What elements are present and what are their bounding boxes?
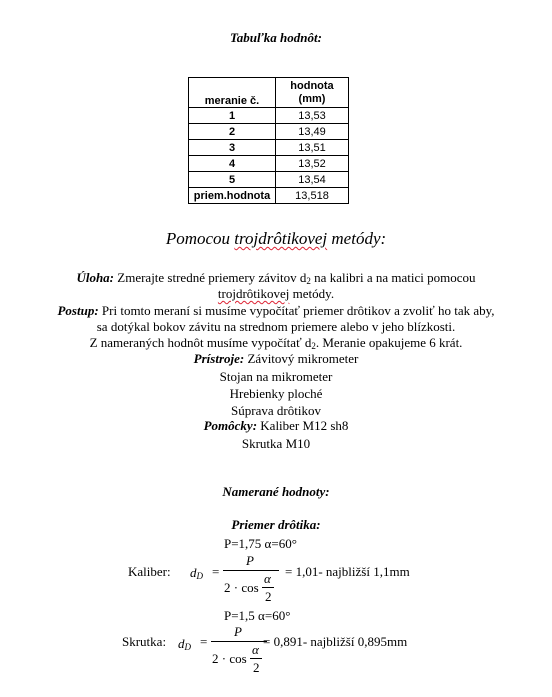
screw-equals: = bbox=[200, 634, 208, 649]
caliber-inner-bar bbox=[262, 587, 274, 588]
table-row bbox=[189, 172, 349, 188]
row-key: 4 bbox=[189, 156, 276, 172]
row-key: 5 bbox=[189, 172, 276, 188]
screw-denominator: 2 · cos bbox=[212, 651, 247, 666]
table-row bbox=[189, 156, 349, 172]
row-value: 13,49 bbox=[276, 124, 349, 140]
method-title-suffix: metódy: bbox=[327, 229, 387, 248]
row-value: 13,52 bbox=[276, 156, 349, 172]
caliber-lhs bbox=[190, 565, 203, 581]
method-title-prefix: Pomocou bbox=[165, 229, 235, 248]
caliber-denominator: 2 · cos bbox=[224, 580, 259, 595]
procedure-label: Postup: bbox=[57, 303, 99, 318]
instrument-item: Stojan na mikrometer bbox=[219, 369, 333, 384]
caliber-two: 2 bbox=[265, 589, 272, 604]
row-key: priem.hodnota bbox=[189, 188, 276, 204]
instrument-item: Závitový mikrometer bbox=[244, 351, 359, 366]
procedure-text3-end: . Meranie opakujeme 6 krát. bbox=[315, 335, 463, 350]
screw-params: P=1,5 α=60° bbox=[224, 608, 291, 623]
instrument-item: Súprava drôtikov bbox=[231, 403, 321, 418]
measured-title: Namerané hodnoty: bbox=[222, 484, 330, 499]
aid-item: Skrutka M10 bbox=[241, 436, 311, 451]
table-header-row bbox=[189, 78, 349, 108]
caliber-lhs-sub: D bbox=[196, 571, 203, 581]
task-subscript: 2 bbox=[306, 276, 311, 286]
caliber-numerator: P bbox=[246, 553, 254, 568]
caliber-lhs-d: d bbox=[190, 565, 197, 580]
method-title bbox=[0, 229, 552, 249]
task-text-end: metódy. bbox=[289, 286, 335, 301]
header-value-line2: (mm) bbox=[298, 93, 326, 105]
screw-result: = 0,891- najbližší 0,895mm bbox=[263, 634, 408, 649]
instruments-label: Prístroje: bbox=[193, 351, 245, 366]
row-value: 13,53 bbox=[276, 108, 349, 124]
row-key: 2 bbox=[189, 124, 276, 140]
screw-lhs bbox=[178, 636, 191, 652]
header-value bbox=[276, 78, 349, 108]
table-title: Tabuľka hodnôt: bbox=[230, 30, 322, 45]
screw-two: 2 bbox=[253, 660, 260, 675]
screw-lhs-sub: D bbox=[184, 642, 191, 652]
instrument-item: Hrebienky ploché bbox=[229, 386, 323, 401]
procedure-subscript: 2 bbox=[311, 341, 316, 351]
caliber-params: P=1,75 α=60° bbox=[224, 536, 297, 551]
row-value: 13,51 bbox=[276, 140, 349, 156]
caliber-equals: = bbox=[212, 564, 220, 579]
row-value: 13,518 bbox=[276, 188, 349, 204]
caliber-alpha: α bbox=[264, 571, 271, 586]
row-value: 13,54 bbox=[276, 172, 349, 188]
row-key: 1 bbox=[189, 108, 276, 124]
procedure-text3: Z nameraných hodnôt musíme vypočítať d bbox=[89, 335, 312, 350]
procedure-line1 bbox=[0, 303, 552, 319]
task-text-cont: na kalibri a na matici pomocou bbox=[310, 270, 476, 285]
screw-alpha: α bbox=[252, 642, 259, 657]
instruments-line1 bbox=[0, 351, 552, 367]
table-row bbox=[189, 140, 349, 156]
screw-label: Skrutka: bbox=[122, 634, 167, 649]
task-line2 bbox=[0, 286, 552, 302]
wire-diameter-title: Priemer drôtika: bbox=[231, 517, 321, 532]
aid-item: Kaliber M12 sh8 bbox=[257, 418, 349, 433]
row-key: 3 bbox=[189, 140, 276, 156]
screw-inner-bar bbox=[250, 658, 262, 659]
task-text: Zmerajte stredné priemery závitov d bbox=[114, 270, 307, 285]
method-title-word: trojdrôtikovej bbox=[234, 229, 328, 248]
screw-lhs-d: d bbox=[178, 636, 185, 651]
aids-label: Pomôcky: bbox=[203, 418, 258, 433]
header-value-line1: hodnota bbox=[290, 80, 334, 92]
procedure-line2: sa dotýkal bokov závitu na strednom priemere alebo v jeho blízkosti. bbox=[96, 319, 456, 334]
caliber-label: Kaliber: bbox=[128, 564, 171, 579]
screw-numerator: P bbox=[234, 624, 242, 639]
aids-line1 bbox=[0, 418, 552, 434]
header-measurement-no: meranie č. bbox=[189, 78, 276, 108]
task-text-word: trojdrôtikovej bbox=[217, 286, 290, 301]
table-row bbox=[189, 124, 349, 140]
task-label: Úloha: bbox=[76, 270, 115, 285]
caliber-result: = 1,01- najbližší 1,1mm bbox=[285, 564, 410, 579]
procedure-text: Pri tomto meraní si musíme vypočítať priemer drôtikov a zvoliť ho tak aby, bbox=[98, 303, 495, 318]
table-row bbox=[189, 108, 349, 124]
table-row-average bbox=[189, 188, 349, 204]
values-table bbox=[188, 77, 349, 204]
